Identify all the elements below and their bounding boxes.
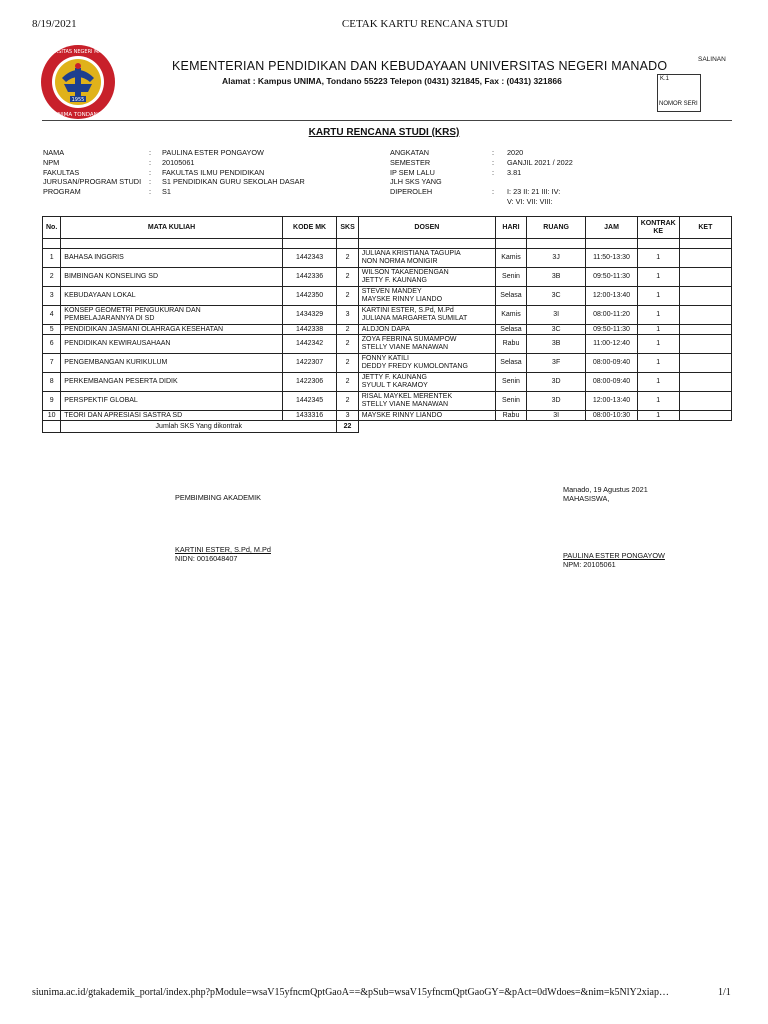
- course-line: PEMBELAJARANNYA DI SD: [64, 315, 155, 322]
- cell-sks: 2: [337, 373, 358, 392]
- student-major: S1 PENDIDIKAN GURU SEKOLAH DASAR: [162, 177, 305, 187]
- cell-time: 11:00-12:40: [586, 335, 637, 354]
- course-line: BAHASA INGGRIS: [64, 253, 124, 261]
- student-program: S1: [162, 187, 171, 197]
- semester: GANJIL 2021 / 2022: [507, 157, 573, 167]
- lecturer-line: ALDJON DAPA: [361, 325, 410, 333]
- cell-no: 6: [43, 335, 61, 354]
- col-no: No.: [43, 217, 61, 239]
- col-sks: SKS: [337, 217, 358, 239]
- credits-earned-2: V: VI: VII: VIII:: [507, 196, 553, 206]
- cell-note: [679, 306, 731, 325]
- student-name: PAULINA ESTER PONGAYOW: [162, 148, 264, 157]
- lecturer-line: DEDDY FREDY KUMOLONTANG: [361, 363, 468, 370]
- svg-text:1955: 1955: [71, 97, 85, 103]
- cell-code: 1433316: [282, 411, 337, 421]
- table-header-row: [43, 217, 732, 239]
- table-row: [43, 411, 732, 421]
- student-signature-id: NPM: 20105061: [563, 560, 616, 569]
- cell-room: 3C: [526, 287, 585, 306]
- cell-contract: 1: [637, 354, 679, 373]
- cell-contract: 1: [637, 325, 679, 335]
- cell-lecturer: [358, 306, 495, 325]
- cohort-year: 2020: [507, 148, 524, 157]
- cell-lecturer: [358, 354, 495, 373]
- print-url: siunima.ac.id/gtakademik_portal/index.php?pModule=wsaV15yfncmQptGaoA==&pSub=wsaV15yfncmQptGaoGY=&pAct=0dWdoes=&nim=k5NlY2xiap…: [32, 987, 669, 998]
- cell-course: [61, 335, 283, 354]
- cell-time: 08:00-10:30: [586, 411, 637, 421]
- col-room: RUANG: [526, 217, 585, 239]
- total-label: Jumlah SKS Yang dikontrak: [61, 421, 337, 433]
- cell-sks: 2: [337, 354, 358, 373]
- table-total-row: [43, 421, 732, 433]
- cell-day: Senin: [496, 373, 527, 392]
- course-line: KONSEP GEOMETRI PENGUKURAN DAN: [64, 306, 201, 314]
- lecturer-line: FONNY KATILI: [361, 354, 409, 362]
- cell-no: 10: [43, 411, 61, 421]
- col-day: HARI: [496, 217, 527, 239]
- institution-address: Alamat : Kampus UNIMA, Tondano 55223 Telepon (0431) 321845, Fax : (0431) 321866: [222, 76, 562, 86]
- cell-time: 09:50-11:30: [586, 325, 637, 335]
- cell-course: [61, 287, 283, 306]
- svg-text:UNIMA TONDANO: UNIMA TONDANO: [53, 112, 103, 118]
- cell-note: [679, 268, 731, 287]
- cell-code: 1442350: [282, 287, 337, 306]
- table-row: [43, 249, 732, 268]
- col-lecturer: DOSEN: [358, 217, 495, 239]
- cell-day: Rabu: [496, 335, 527, 354]
- student-info-right-labels: ANGKATAN SEMESTER IP SEM LALU JLH SKS YANG DIPEROLEH: [390, 148, 442, 197]
- course-line: KEBUDAYAAN LOKAL: [64, 291, 136, 299]
- cell-course: [61, 249, 283, 268]
- cell-day: Selasa: [496, 287, 527, 306]
- cell-time: 12:00-13:40: [586, 287, 637, 306]
- form-code: K.1: [660, 76, 670, 82]
- cell-room: 3J: [526, 249, 585, 268]
- student-info-left-seps: : : : : :: [149, 148, 152, 197]
- cell-time: 08:00-09:40: [586, 373, 637, 392]
- cell-code: 1442336: [282, 268, 337, 287]
- student-npm: 20105061: [162, 157, 195, 167]
- cell-room: 3C: [526, 325, 585, 335]
- total-sks: 22: [337, 421, 358, 433]
- cell-lecturer: [358, 373, 495, 392]
- lecturer-line: MAYSKE RINNY LIANDO: [361, 411, 443, 419]
- svg-text:UNIVERSITAS NEGERI MANADO: UNIVERSITAS NEGERI MANADO: [40, 49, 116, 55]
- cell-sks: 2: [337, 287, 358, 306]
- cell-sks: 3: [337, 411, 358, 421]
- cell-room: 3B: [526, 335, 585, 354]
- table-row: [43, 287, 732, 306]
- lecturer-line: JULIANA MARGARETA SUMILAT: [361, 315, 468, 322]
- lecturer-line: MAYSKE RINNY LIANDO: [361, 296, 443, 303]
- cell-time: 08:00-09:40: [586, 354, 637, 373]
- cell-sks: 2: [337, 268, 358, 287]
- print-title: CETAK KARTU RENCANA STUDI: [341, 18, 509, 30]
- cell-contract: 1: [637, 373, 679, 392]
- cell-sks: 2: [337, 325, 358, 335]
- cell-room: 3F: [526, 354, 585, 373]
- col-course: MATA KULIAH: [61, 217, 283, 239]
- table-row: [43, 268, 732, 287]
- cell-no: 7: [43, 354, 61, 373]
- cell-room: 3D: [526, 392, 585, 411]
- student-info-left-values: [162, 148, 305, 197]
- cell-note: [679, 335, 731, 354]
- total-spacer: [43, 421, 61, 433]
- col-code: KODE MK: [282, 217, 337, 239]
- table-row: [43, 392, 732, 411]
- table-spacer-row: [43, 239, 732, 249]
- cell-lecturer: [358, 411, 495, 421]
- cell-lecturer: [358, 392, 495, 411]
- table-row: [43, 325, 732, 335]
- cell-no: 3: [43, 287, 61, 306]
- course-line: BIMBINGAN KONSELING SD: [64, 272, 159, 280]
- serial-box: [657, 74, 701, 112]
- cell-no: 5: [43, 325, 61, 335]
- cell-no: 8: [43, 373, 61, 392]
- form-title: KARTU RENCANA STUDI (KRS): [308, 127, 460, 138]
- cell-lecturer: [358, 335, 495, 354]
- cell-note: [679, 354, 731, 373]
- cell-course: [61, 268, 283, 287]
- cell-code: 1442342: [282, 335, 337, 354]
- cell-course: [61, 411, 283, 421]
- cell-course: [61, 306, 283, 325]
- cell-note: [679, 411, 731, 421]
- lecturer-line: JETTY F. KAUNANG: [361, 277, 427, 284]
- cell-contract: 1: [637, 411, 679, 421]
- cell-contract: 1: [637, 268, 679, 287]
- student-info-right-values: [507, 148, 573, 207]
- cell-day: Selasa: [496, 354, 527, 373]
- header-divider: [42, 120, 732, 121]
- cell-lecturer: [358, 268, 495, 287]
- lecturer-line: WILSON TAKAENDENGAN: [361, 268, 449, 276]
- col-note: KET: [679, 217, 731, 239]
- cell-sks: 2: [337, 392, 358, 411]
- lecturer-line: JULIANA KRISTIANA TAGUPIA: [361, 249, 461, 257]
- cell-room: 3D: [526, 373, 585, 392]
- total-blank: [358, 421, 731, 433]
- course-line: TEORI DAN APRESIASI SASTRA SD: [64, 411, 183, 419]
- serial-number-label: NOMOR SERI: [659, 101, 698, 107]
- cell-contract: 1: [637, 287, 679, 306]
- lecturer-line: ZOYA FEBRINA SUMAMPOW: [361, 335, 457, 343]
- lecturer-line: JETTY F. KAUNANG: [361, 373, 427, 381]
- cell-day: Selasa: [496, 325, 527, 335]
- advisor-name: KARTINI ESTER, S.Pd, M.Pd: [175, 545, 271, 554]
- student-info-left-labels: NAMA NPM FAKULTAS JURUSAN/PROGRAM STUDI PROGRAM: [43, 148, 142, 197]
- cell-code: 1442345: [282, 392, 337, 411]
- course-line: PENGEMBANGAN KURIKULUM: [64, 358, 168, 366]
- cell-day: Senin: [496, 392, 527, 411]
- table-row: [43, 306, 732, 325]
- cell-contract: 1: [637, 335, 679, 354]
- cell-contract: 1: [637, 249, 679, 268]
- advisor-id: NIDN: 0016048407: [175, 554, 238, 563]
- cell-time: 09:50-11:30: [586, 268, 637, 287]
- cell-sks: 2: [337, 335, 358, 354]
- cell-no: 9: [43, 392, 61, 411]
- cell-note: [679, 325, 731, 335]
- cell-time: 12:00-13:40: [586, 392, 637, 411]
- copy-label: SALINAN: [698, 56, 726, 63]
- lecturer-line: KARTINI ESTER, S.Pd, M.Pd: [361, 306, 454, 314]
- cell-code: 1422307: [282, 354, 337, 373]
- cell-contract: 1: [637, 306, 679, 325]
- cell-day: Rabu: [496, 411, 527, 421]
- cell-day: Kamis: [496, 306, 527, 325]
- cell-note: [679, 287, 731, 306]
- course-table: [42, 216, 732, 433]
- cell-course: [61, 392, 283, 411]
- student-faculty: FAKULTAS ILMU PENDIDIKAN: [162, 167, 265, 177]
- cell-note: [679, 249, 731, 268]
- cell-course: [61, 354, 283, 373]
- cell-note: [679, 392, 731, 411]
- cell-no: 1: [43, 249, 61, 268]
- student-info-right-seps: : : : :: [492, 148, 495, 197]
- cell-code: 1434329: [282, 306, 337, 325]
- course-line: PENDIDIKAN JASMANI OLAHRAGA KESEHATAN: [64, 325, 224, 333]
- lecturer-line: NON NORMA MONIGIR: [361, 258, 438, 265]
- lecturer-line: STELLY VIANE MANAWAN: [361, 344, 449, 351]
- table-row: [43, 354, 732, 373]
- table-row: [43, 335, 732, 354]
- cell-lecturer: [358, 249, 495, 268]
- table-body: [43, 239, 732, 433]
- col-contract: KONTRAK KE: [637, 217, 679, 239]
- cell-course: [61, 373, 283, 392]
- page-number: 1/1: [718, 987, 731, 998]
- cell-room: 3B: [526, 268, 585, 287]
- cell-code: 1442343: [282, 249, 337, 268]
- place-date: Manado, 19 Agustus 2021: [563, 485, 648, 494]
- lecturer-line: STELLY VIANE MANAWAN: [361, 401, 449, 408]
- cell-course: [61, 325, 283, 335]
- cell-no: 4: [43, 306, 61, 325]
- cell-code: 1422306: [282, 373, 337, 392]
- student-role: MAHASISWA,: [563, 494, 610, 503]
- lecturer-line: SYUUL T KARAMOY: [361, 382, 428, 389]
- cell-sks: 2: [337, 249, 358, 268]
- cell-code: 1442338: [282, 325, 337, 335]
- credits-earned-1: I: 23 II: 21 III: IV:: [507, 187, 561, 197]
- cell-time: 11:50-13:30: [586, 249, 637, 268]
- lecturer-line: RISAL MAYKEL MERENTEK: [361, 392, 453, 400]
- student-signature-name: PAULINA ESTER PONGAYOW: [563, 551, 665, 560]
- cell-lecturer: [358, 325, 495, 335]
- institution-name: KEMENTERIAN PENDIDIKAN DAN KEBUDAYAAN UNIVERSITAS NEGERI MANADO: [172, 59, 668, 73]
- last-gpa: 3.81: [507, 167, 522, 177]
- lecturer-line: STEVEN MANDEY: [361, 287, 422, 295]
- cell-room: 3I: [526, 411, 585, 421]
- course-line: PERKEMBANGAN PESERTA DIDIK: [64, 377, 178, 385]
- course-line: PENDIDIKAN KEWIRAUSAHAAN: [64, 339, 171, 347]
- table-row: [43, 373, 732, 392]
- cell-sks: 3: [337, 306, 358, 325]
- cell-day: Kamis: [496, 249, 527, 268]
- cell-time: 08:00-11:20: [586, 306, 637, 325]
- cell-note: [679, 373, 731, 392]
- print-date: 8/19/2021: [32, 18, 77, 30]
- cell-contract: 1: [637, 392, 679, 411]
- cell-room: 3I: [526, 306, 585, 325]
- course-line: PERSPEKTIF GLOBAL: [64, 396, 138, 404]
- col-time: JAM: [586, 217, 637, 239]
- university-logo: [40, 44, 116, 120]
- cell-lecturer: [358, 287, 495, 306]
- cell-no: 2: [43, 268, 61, 287]
- cell-day: Senin: [496, 268, 527, 287]
- advisor-role: PEMBIMBING AKADEMIK: [175, 493, 261, 502]
